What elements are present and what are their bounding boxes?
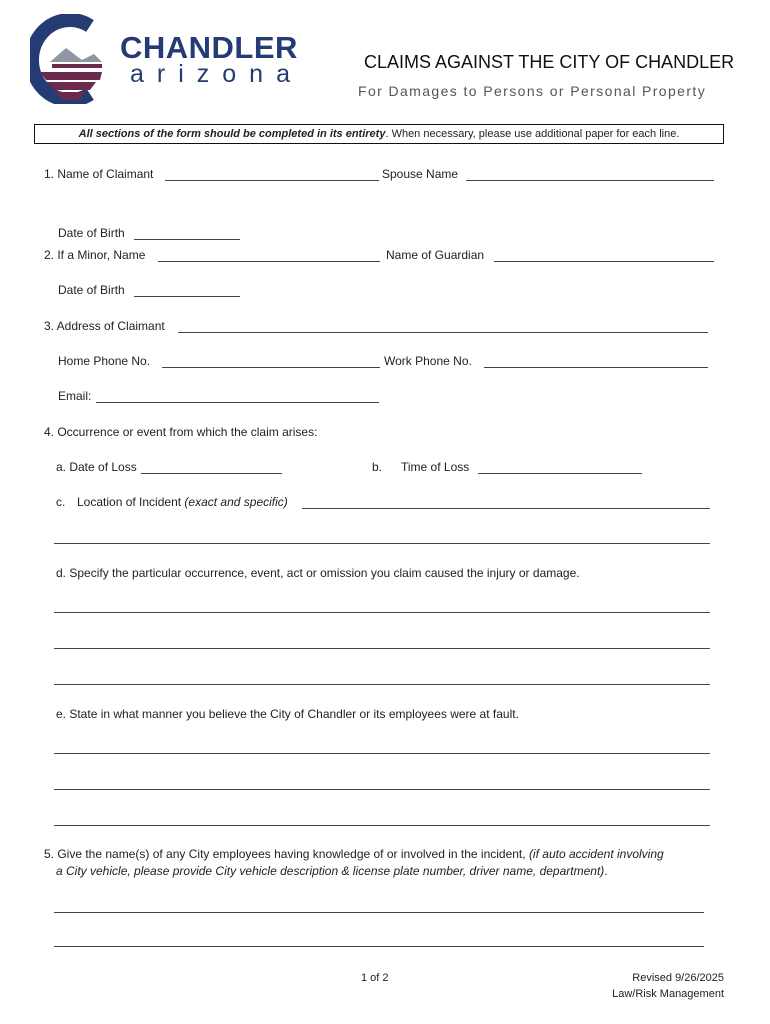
logo-wordmark-arizona: arizona — [130, 60, 303, 88]
claimant-name-field[interactable] — [165, 180, 379, 181]
spouse-name-label: Spouse Name — [382, 167, 459, 181]
location-label-text: Location of Incident — [77, 495, 182, 509]
employees-field-line-1[interactable] — [54, 912, 704, 913]
employees-hint-line1: (if auto accident involving — [528, 847, 664, 861]
guardian-name-field[interactable] — [494, 261, 714, 262]
minor-name-label: 2. If a Minor, Name — [44, 248, 146, 262]
location-label — [77, 495, 288, 509]
home-phone-label: Home Phone No. — [58, 354, 151, 368]
employees-label-text: 5. Give the name(s) of any City employees having knowledge of or involved in the incident, — [44, 847, 529, 861]
spouse-name-field[interactable] — [466, 180, 714, 181]
form-subtitle: For Damages to Persons or Personal Property — [358, 83, 707, 99]
work-phone-label: Work Phone No. — [384, 354, 472, 368]
employees-field-line-2[interactable] — [54, 946, 704, 947]
location-field-line-2[interactable] — [54, 543, 710, 544]
time-of-loss-field[interactable] — [478, 473, 642, 474]
occurrence-field-line-3[interactable] — [54, 684, 710, 685]
revised-date: Revised 9/26/2025 — [632, 972, 724, 984]
time-of-loss-label: Time of Loss — [401, 460, 470, 474]
fault-label: e. State in what manner you believe the City of Chandler or its employees were at fault. — [56, 707, 519, 721]
fault-field-line-1[interactable] — [54, 753, 710, 754]
email-label: Email: — [58, 389, 92, 403]
home-phone-field[interactable] — [162, 367, 380, 368]
occurrence-field-line-2[interactable] — [54, 648, 710, 649]
employees-hint-line2: a City vehicle, please provide City vehicle description & license plate number, driver name, department) — [56, 864, 605, 878]
logo-wordmark-chandler: CHANDLER — [120, 30, 298, 65]
minor-dob-field[interactable] — [134, 296, 240, 297]
minor-dob-label: Date of Birth — [58, 283, 125, 297]
occurrence-label: d. Specify the particular occurrence, event, act or omission you claim caused the injury or damage. — [56, 566, 580, 580]
claimant-dob-label: Date of Birth — [58, 226, 125, 240]
instructions-emphasis: All sections of the form should be completed in its entirety — [78, 128, 386, 140]
time-of-loss-prefix: b. — [372, 460, 383, 474]
address-label: 3. Address of Claimant — [44, 319, 165, 333]
department: Law/Risk Management — [612, 988, 724, 1000]
section4-heading: 4. Occurrence or event from which the claim arises: — [44, 425, 318, 439]
fault-field-line-2[interactable] — [54, 789, 710, 790]
occurrence-field-line-1[interactable] — [54, 612, 710, 613]
address-field[interactable] — [178, 332, 708, 333]
instructions-notice — [34, 124, 724, 144]
date-of-loss-label: a. Date of Loss — [56, 460, 137, 474]
form-title: CLAIMS AGAINST THE CITY OF CHANDLER — [364, 52, 735, 72]
date-of-loss-field[interactable] — [141, 473, 282, 474]
fault-field-line-3[interactable] — [54, 825, 710, 826]
location-prefix: c. — [56, 495, 66, 509]
minor-name-field[interactable] — [158, 261, 380, 262]
email-field[interactable] — [96, 402, 379, 403]
employees-hint-end: . — [604, 864, 608, 878]
location-hint: (exact and specific) — [184, 495, 288, 509]
employees-label — [44, 847, 664, 861]
claimant-dob-field[interactable] — [134, 239, 240, 240]
employees-hint-line2-wrap — [56, 864, 608, 878]
claimant-name-label: 1. Name of Claimant — [44, 167, 154, 181]
guardian-name-label: Name of Guardian — [386, 248, 485, 262]
work-phone-field[interactable] — [484, 367, 708, 368]
instructions-rest: . When necessary, please use additional paper for each line. — [385, 128, 680, 140]
city-logo — [30, 14, 110, 104]
location-field[interactable] — [302, 508, 710, 509]
page-number: 1 of 2 — [361, 972, 389, 984]
